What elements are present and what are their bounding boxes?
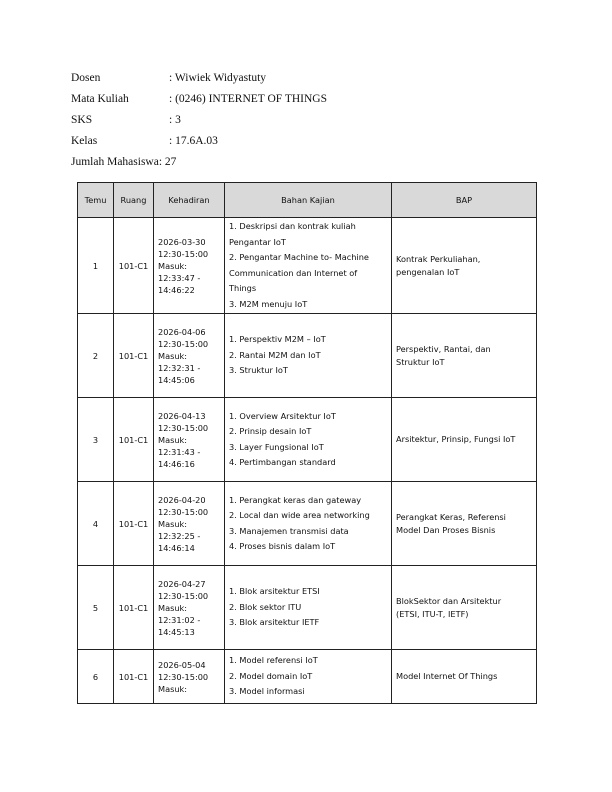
bahan-line: 2. Rantai M2M dan IoT xyxy=(229,349,321,360)
table-row xyxy=(78,314,537,398)
attendance-table xyxy=(77,182,537,704)
cell-ruang: 101-C1 xyxy=(114,218,154,314)
kehadiran-line: 12:30-15:00 xyxy=(158,590,209,601)
bahan-line: 3. Model informasi xyxy=(229,686,305,697)
info-row-sks xyxy=(71,110,327,131)
kehadiran-line: 12:31:43 - xyxy=(158,446,201,457)
dosen-label: Dosen xyxy=(71,72,101,84)
bahan-line: 2. Model domain IoT xyxy=(229,670,313,681)
kehadiran-line: 12:30-15:00 xyxy=(158,671,209,682)
bahan-line: 1. Perangkat keras dan gateway xyxy=(229,494,362,505)
table-row xyxy=(78,650,537,704)
cell-temu: 1 xyxy=(78,218,114,314)
cell-temu: 6 xyxy=(78,650,114,704)
bahan-line: 3. M2M menuju IoT xyxy=(229,298,308,309)
kehadiran-line: Masuk: xyxy=(158,518,188,529)
column-header-bap: BAP xyxy=(392,183,537,218)
table-row xyxy=(78,218,537,314)
bahan-line: 1. Model referensi IoT xyxy=(229,655,318,666)
cell-temu: 3 xyxy=(78,398,114,482)
cell-bahan-kajian xyxy=(225,314,392,398)
kehadiran-line: 12:30-15:00 xyxy=(158,248,209,259)
info-row-kelas xyxy=(71,131,327,152)
kehadiran-line: 12:30-15:00 xyxy=(158,422,209,433)
bap-line: Struktur IoT xyxy=(396,356,445,367)
cell-kehadiran xyxy=(154,566,225,650)
kehadiran-line: 14:46:14 xyxy=(158,542,195,553)
cell-ruang: 101-C1 xyxy=(114,650,154,704)
cell-bap xyxy=(392,650,537,704)
kelas-label: Kelas xyxy=(71,135,98,147)
kehadiran-line: 14:46:16 xyxy=(158,458,195,469)
kehadiran-line: Masuk: xyxy=(158,434,188,445)
cell-kehadiran xyxy=(154,650,225,704)
matkul-value: : (0246) INTERNET OF THINGS xyxy=(169,93,328,105)
bahan-line: Things xyxy=(229,283,257,293)
bap-line: Model Dan Proses Bisnis xyxy=(396,524,496,535)
cell-bap xyxy=(392,314,537,398)
cell-bahan-kajian xyxy=(225,218,392,314)
kehadiran-line: 12:33:47 - xyxy=(158,272,201,283)
bap-line: pengenalan IoT xyxy=(396,266,460,277)
kelas-value: : 17.6A.03 xyxy=(169,135,218,147)
kehadiran-line: 14:45:13 xyxy=(158,626,195,637)
kehadiran-line: 12:31:02 - xyxy=(158,614,201,625)
kehadiran-line: 2026-04-06 xyxy=(158,326,206,337)
bahan-line: 2. Local dan wide area networking xyxy=(229,510,370,520)
cell-ruang: 101-C1 xyxy=(114,482,154,566)
cell-ruang: 101-C1 xyxy=(114,398,154,482)
column-header-ruang: Ruang xyxy=(114,183,154,218)
cell-bahan-kajian xyxy=(225,398,392,482)
kehadiran-line: 12:32:25 - xyxy=(158,530,201,541)
cell-kehadiran xyxy=(154,398,225,482)
kehadiran-line: Masuk: xyxy=(158,683,188,694)
matkul-label: Mata Kuliah xyxy=(71,93,129,105)
kehadiran-line: 2026-04-27 xyxy=(158,578,206,589)
cell-ruang: 101-C1 xyxy=(114,566,154,650)
bap-line: Arsitektur, Prinsip, Fungsi IoT xyxy=(396,434,516,444)
column-header-kehadiran: Kehadiran xyxy=(154,183,225,218)
jumlah-label: Jumlah Mahasiswa xyxy=(71,156,159,168)
table-row xyxy=(78,398,537,482)
cell-kehadiran xyxy=(154,218,225,314)
cell-kehadiran xyxy=(154,314,225,398)
bahan-line: 4. Proses bisnis dalam IoT xyxy=(229,541,336,551)
cell-bahan-kajian xyxy=(225,650,392,704)
dosen-value: : Wiwiek Widyastuty xyxy=(169,72,267,84)
bahan-line: 3. Struktur IoT xyxy=(229,365,288,376)
kehadiran-line: Masuk: xyxy=(158,260,188,271)
cell-bahan-kajian xyxy=(225,566,392,650)
kehadiran-line: 12:30-15:00 xyxy=(158,338,209,349)
bahan-line: Communication dan Internet of xyxy=(229,267,358,278)
jumlah-value: : 27 xyxy=(158,156,177,168)
column-header-temu: Temu xyxy=(78,183,114,218)
kehadiran-line: Masuk: xyxy=(158,350,188,361)
bap-line: BlokSektor dan Arsitektur xyxy=(396,595,502,606)
cell-kehadiran xyxy=(154,482,225,566)
cell-bap xyxy=(392,566,537,650)
course-info xyxy=(71,68,327,173)
table-header-row xyxy=(78,183,537,218)
bahan-line: 1. Blok arsitektur ETSI xyxy=(229,586,320,597)
cell-bap xyxy=(392,398,537,482)
cell-bap xyxy=(392,482,537,566)
info-row-jumlah xyxy=(71,152,327,173)
bahan-line: Pengantar IoT xyxy=(229,236,286,247)
bahan-line: 1. Deskripsi dan kontrak kuliah xyxy=(229,221,356,231)
table-body xyxy=(78,218,537,704)
bahan-line: 2. Blok sektor ITU xyxy=(229,601,302,612)
column-header-bahan-kajian: Bahan Kajian xyxy=(225,183,392,218)
bap-line: Kontrak Perkuliahan, xyxy=(396,253,481,264)
kehadiran-line: 12:30-15:00 xyxy=(158,506,209,517)
cell-bap xyxy=(392,218,537,314)
kehadiran-line: 14:45:06 xyxy=(158,374,195,385)
info-row-dosen xyxy=(71,68,327,89)
sks-value: : 3 xyxy=(169,114,181,126)
bap-line: Perspektiv, Rantai, dan xyxy=(396,343,491,354)
bahan-line: 2. Pengantar Machine to- Machine xyxy=(229,252,369,262)
kehadiran-line: 14:46:22 xyxy=(158,284,195,295)
kehadiran-line: 2026-03-30 xyxy=(158,236,206,247)
bahan-line: 1. Overview Arsitektur IoT xyxy=(229,410,336,421)
bahan-line: 3. Manajemen transmisi data xyxy=(229,525,349,536)
bap-line: Perangkat Keras, Referensi xyxy=(396,511,506,522)
cell-bahan-kajian xyxy=(225,482,392,566)
kehadiran-line: 2026-04-20 xyxy=(158,494,206,505)
bap-line: (ETSI, ITU-T, IETF) xyxy=(396,608,469,619)
bahan-line: 1. Perspektiv M2M – IoT xyxy=(229,334,326,345)
sks-label: SKS xyxy=(71,114,93,126)
info-row-matkul xyxy=(71,89,327,110)
bahan-line: 3. Blok arsitektur IETF xyxy=(229,617,320,628)
bahan-line: 2. Prinsip desain IoT xyxy=(229,426,312,436)
table-row xyxy=(78,482,537,566)
table-row xyxy=(78,566,537,650)
kehadiran-line: 12:32:31 - xyxy=(158,362,201,373)
bap-line: Model Internet Of Things xyxy=(396,671,498,681)
cell-temu: 4 xyxy=(78,482,114,566)
cell-ruang: 101-C1 xyxy=(114,314,154,398)
kehadiran-line: Masuk: xyxy=(158,602,188,613)
kehadiran-line: 2026-04-13 xyxy=(158,410,206,421)
bahan-line: 3. Layer Fungsional IoT xyxy=(229,441,324,452)
kehadiran-line: 2026-05-04 xyxy=(158,659,206,670)
cell-temu: 5 xyxy=(78,566,114,650)
bahan-line: 4. Pertimbangan standard xyxy=(229,457,336,467)
cell-temu: 2 xyxy=(78,314,114,398)
